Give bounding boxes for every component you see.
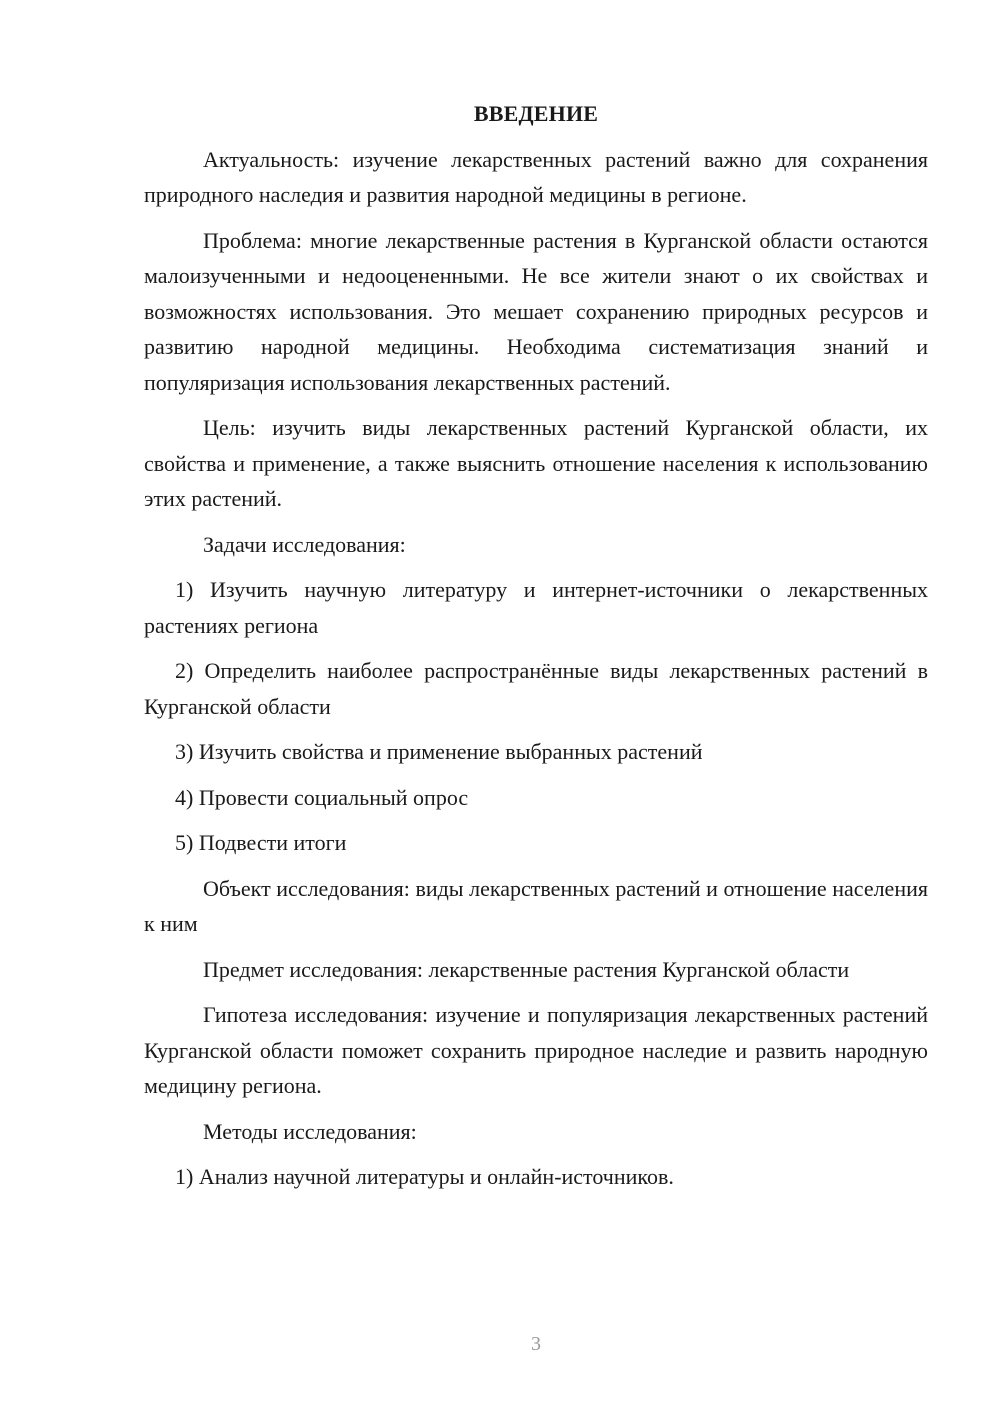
task-item-5: 5) Подвести итоги bbox=[175, 830, 347, 855]
problem-paragraph: Проблема: многие лекарственные растения в Курганской области остаются малоизученными и недооцененными. Не все жители знают о их свойствах и возможностях использования. Это мешает сохранению природных ресурсов и развитию народной медицины. Необходима систематизация знаний и популяризация использования лекарственных растений. bbox=[144, 227, 928, 395]
hypothesis-paragraph: Гипотеза исследования: изучение и популяризация лекарственных растений Курганской области поможет сохранить природное наследие и развить народную медицину региона. bbox=[144, 1002, 928, 1098]
relevance-paragraph: Актуальность: изучение лекарственных растений важно для сохранения природного наследия и развития народной медицины в регионе. bbox=[144, 146, 928, 207]
object-paragraph: Объект исследования: виды лекарственных растений и отношение населения к ним bbox=[144, 875, 928, 936]
method-item-1: 1) Анализ научной литературы и онлайн-источников. bbox=[175, 1164, 674, 1189]
section-title: ВВЕДЕНИЕ bbox=[473, 101, 599, 126]
task-item-1: 1) Изучить научную литературу и интернет-источники о лекарственных растениях региона bbox=[144, 577, 928, 638]
task-item-4: 4) Провести социальный опрос bbox=[175, 784, 469, 810]
page-number: 3 bbox=[531, 1333, 541, 1355]
page-content bbox=[144, 96, 928, 1205]
goal-paragraph: Цель: изучить виды лекарственных растений Курганской области, их свойства и применение, а также выяснить отношение населения к использованию этих растений. bbox=[144, 415, 928, 511]
methods-heading: Методы исследования: bbox=[203, 1118, 417, 1144]
tasks-heading: Задачи исследования: bbox=[203, 531, 406, 557]
task-item-2: 2) Определить наиболее распространённые виды лекарственных растений в Курганской области bbox=[144, 658, 928, 719]
subject-paragraph: Предмет исследования: лекарственные растения Курганской области bbox=[203, 956, 850, 982]
task-item-3: 3) Изучить свойства и применение выбранных растений bbox=[175, 739, 703, 764]
